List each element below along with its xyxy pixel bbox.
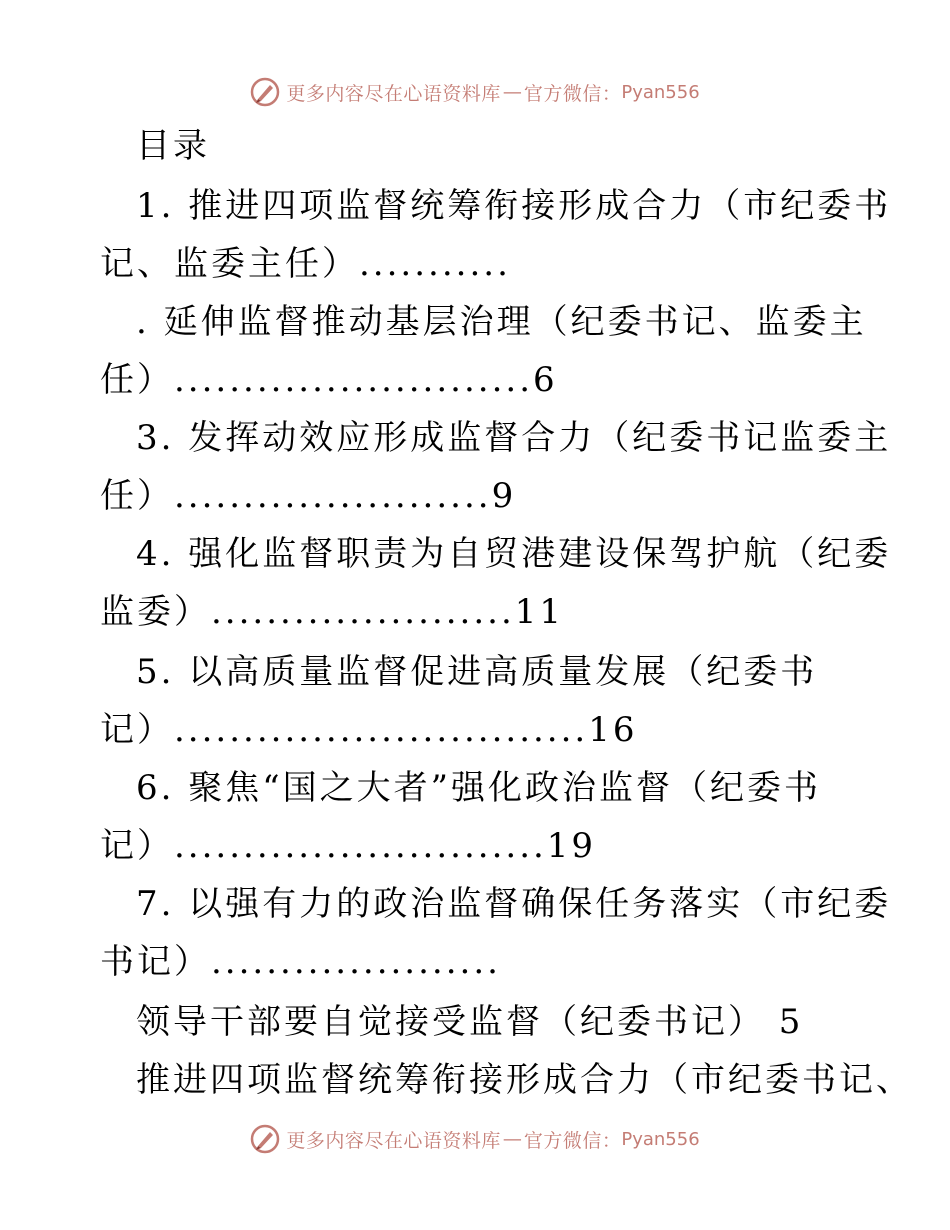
toc-entry-line: 1. 推进四项监督统筹衔接形成合力（市纪委书 bbox=[136, 186, 892, 226]
toc-entry-line: 监委）......................11 bbox=[100, 592, 565, 632]
toc-entry-line: 书记）..................... bbox=[100, 942, 501, 982]
watermark-wechat-label: 官方微信： bbox=[523, 1129, 622, 1152]
toc-entry-line: 记、监委主任）........... bbox=[100, 244, 511, 284]
watermark-wechat-id: Pyan556 bbox=[621, 81, 700, 103]
toc-entry-line: 记）...........................19 bbox=[100, 826, 597, 866]
toc-title: 目录 bbox=[136, 126, 210, 166]
toc-entry-line: 任）.......................9 bbox=[100, 476, 517, 516]
toc-entry-line: 5. 以高质量监督促进高质量发展（纪委书 bbox=[136, 652, 818, 692]
watermark-wechat-label: 官方微信： bbox=[523, 82, 622, 105]
footer-watermark bbox=[0, 1117, 950, 1161]
watermark-dash: — bbox=[502, 81, 522, 103]
watermark-dash: — bbox=[502, 1128, 522, 1150]
watermark-text: 更多内容尽在心语资料库 bbox=[286, 82, 501, 105]
toc-entry-line: 4. 强化监督职责为自贸港建设保驾护航（纪委 bbox=[136, 534, 892, 574]
watermark-text: 更多内容尽在心语资料库 bbox=[286, 1129, 501, 1152]
toc-entry-line: . 延伸监督推动基层治理（纪委书记、监委主 bbox=[136, 302, 867, 342]
watermark-wechat-id: Pyan556 bbox=[621, 1128, 700, 1150]
toc-entry-line: 领导干部要自觉接受监督（纪委书记） 5 bbox=[136, 1002, 804, 1042]
toc-entry-line: 推进四项监督统筹衔接形成合力（市纪委书记、 bbox=[136, 1060, 913, 1100]
toc-entry-line: 7. 以强有力的政治监督确保任务落实（市纪委 bbox=[136, 884, 892, 924]
feather-pen-logo-icon bbox=[250, 1124, 280, 1154]
toc-entry-line: 任）..........................6 bbox=[100, 360, 558, 400]
toc-entry-line: 6. 聚焦“国之大者”强化政治监督（纪委书 bbox=[136, 768, 822, 808]
toc-entry-line: 记）..............................16 bbox=[100, 710, 638, 750]
toc-entry-line: 3. 发挥动效应形成监督合力（纪委书记监委主 bbox=[136, 418, 892, 458]
